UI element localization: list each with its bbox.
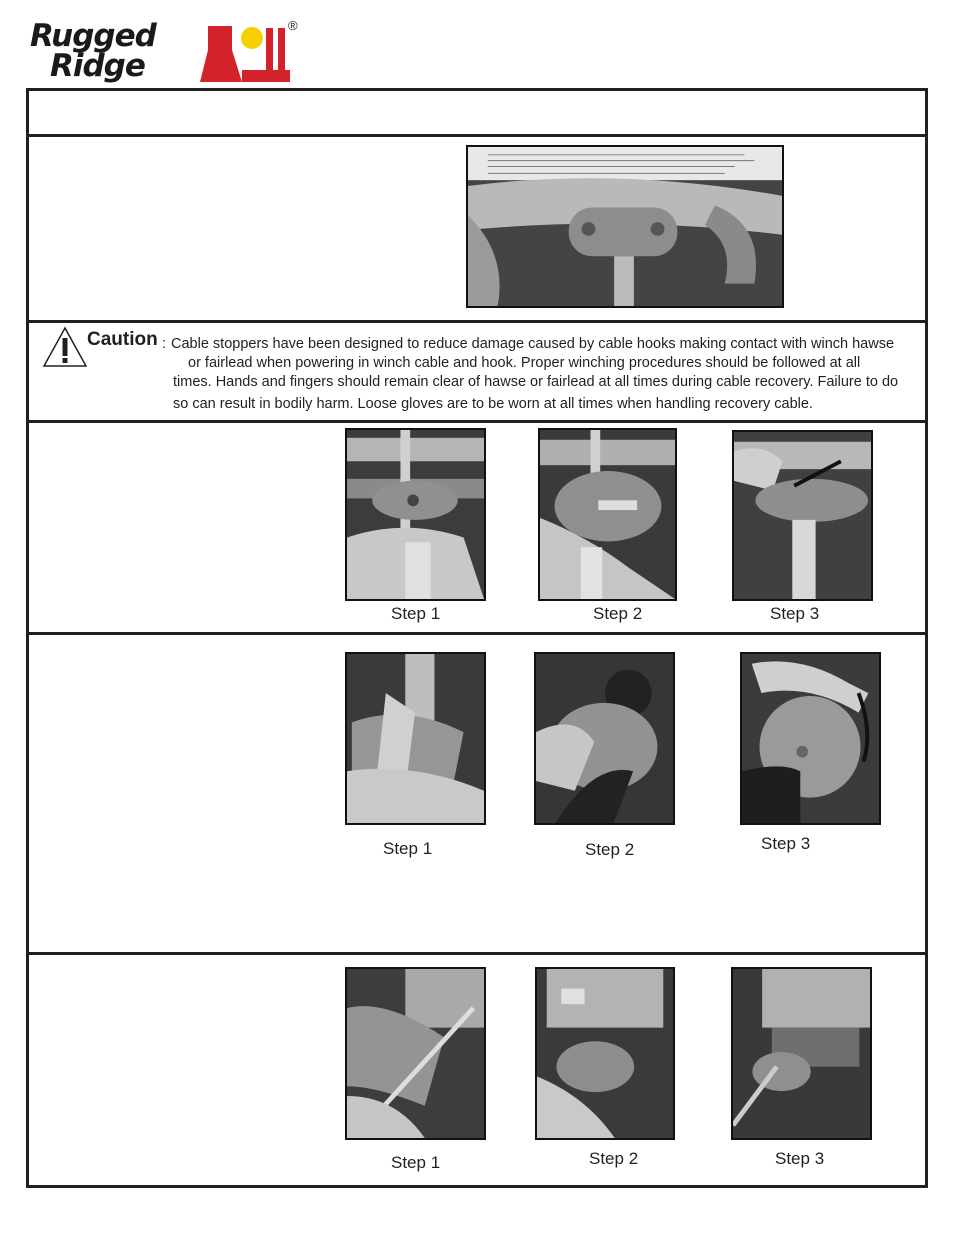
caution-title: Caution — [87, 329, 158, 350]
section-1-step-1-photo — [345, 428, 486, 601]
caution-text-line-2: or fairlead when powering in winch cable and hook. Proper winching procedures should be followed at all — [188, 355, 861, 371]
section-3-step-2-label: Step 2 — [589, 1149, 639, 1168]
section-2-step-2-photo — [534, 652, 675, 825]
hero-photo-cable-stopper-on-fairlead — [466, 145, 784, 308]
logo-word-ridge: Ridge — [50, 48, 145, 84]
caution-text-line-4: so can result in bodily harm. Loose gloves are to be worn at all times when handling recovery cable. — [173, 396, 813, 412]
warning-triangle-icon — [42, 326, 88, 368]
divider-section-1 — [26, 632, 928, 635]
registered-mark: ® — [288, 18, 298, 33]
section-1-step-1-label: Step 1 — [391, 604, 441, 623]
section-2-step-3-photo — [740, 652, 881, 825]
section-2-step-1-photo — [345, 652, 486, 825]
section-1-step-2-label: Step 2 — [593, 604, 643, 623]
section-3-step-2-photo — [535, 967, 675, 1140]
section-3-step-3-photo — [731, 967, 872, 1140]
logo-mark-icon — [198, 20, 292, 82]
caution-text-line-1: Cable stoppers have been designed to reduce damage caused by cable hooks making contact with winch hawse — [171, 336, 895, 352]
section-3-step-1-label: Step 1 — [391, 1153, 441, 1172]
divider-title — [26, 134, 928, 137]
section-2-step-2-label: Step 2 — [585, 840, 635, 859]
divider-section-2 — [26, 952, 928, 955]
section-3-step-1-photo — [345, 967, 486, 1140]
rugged-ridge-logo — [26, 18, 306, 88]
divider-caution — [26, 420, 928, 423]
divider-hero — [26, 320, 928, 323]
section-3-step-3-label: Step 3 — [775, 1149, 825, 1168]
caution-separator: : — [162, 336, 167, 352]
logo-word-rugged: Rugged — [30, 18, 156, 54]
section-1-step-3-photo — [732, 430, 873, 601]
caution-text-line-3: times. Hands and fingers should remain clear of hawse or fairlead at all times during cable recovery. Failure to do — [173, 374, 899, 390]
section-2-step-3-label: Step 3 — [761, 834, 811, 853]
section-2-step-1-label: Step 1 — [383, 839, 433, 858]
section-1-step-3-label: Step 3 — [770, 604, 820, 623]
section-1-step-2-photo — [538, 428, 677, 601]
